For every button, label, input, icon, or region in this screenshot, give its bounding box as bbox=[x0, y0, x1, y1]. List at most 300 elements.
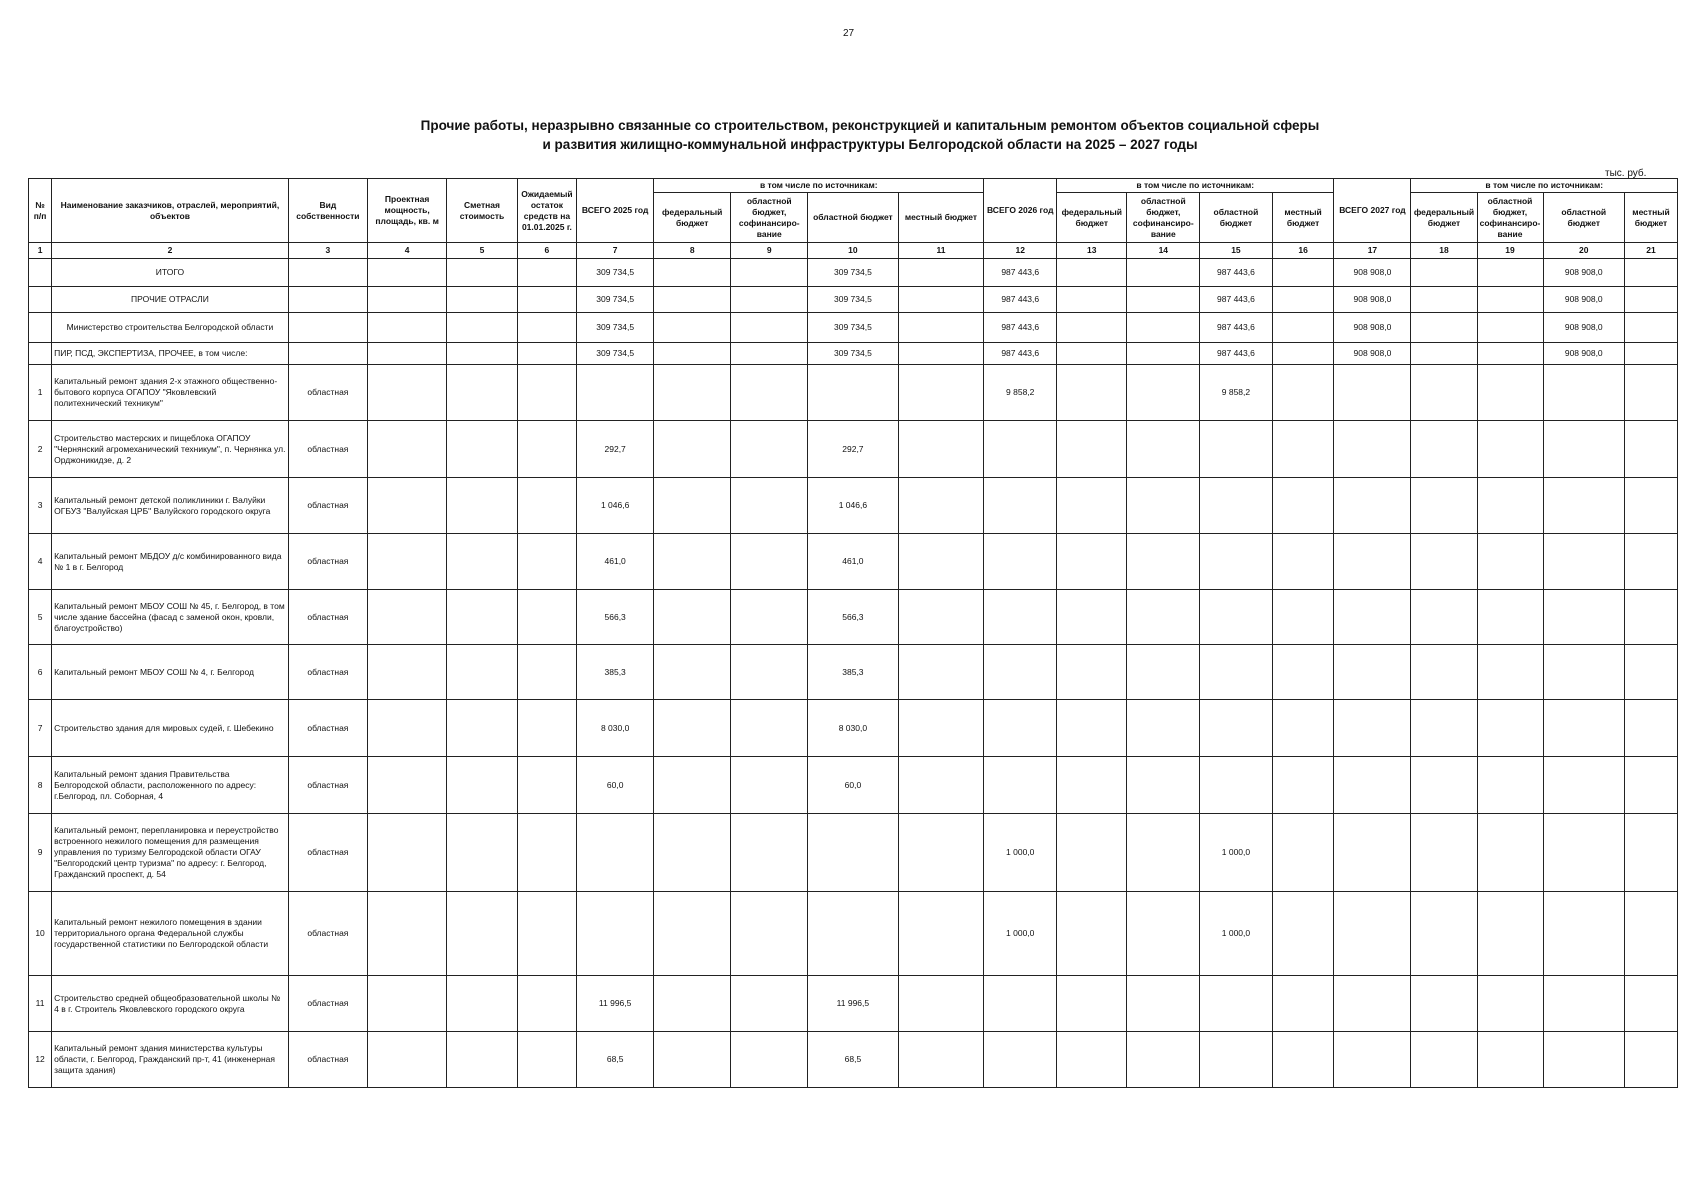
table-cell bbox=[1411, 892, 1477, 976]
table-cell bbox=[368, 421, 447, 478]
table-cell bbox=[1411, 478, 1477, 534]
total-2025: 566,3 bbox=[577, 590, 654, 645]
header-balance: Ожидаемый остаток средств на 01.01.2025 г. bbox=[517, 179, 576, 243]
table-cell bbox=[898, 814, 984, 892]
table-row bbox=[29, 700, 1678, 757]
table-cell bbox=[1272, 814, 1334, 892]
table-cell bbox=[898, 700, 984, 757]
total-2026 bbox=[984, 478, 1057, 534]
table-cell bbox=[517, 259, 576, 287]
regional-2027: 908 908,0 bbox=[1543, 259, 1624, 287]
table-cell bbox=[898, 478, 984, 534]
table-cell bbox=[1477, 1032, 1543, 1088]
table-cell bbox=[288, 259, 367, 287]
table-cell bbox=[1127, 590, 1200, 645]
table-cell bbox=[1272, 700, 1334, 757]
table-cell bbox=[1624, 976, 1677, 1032]
table-cell bbox=[1057, 645, 1127, 700]
total-2026: 987 443,6 bbox=[984, 343, 1057, 365]
col-number: 11 bbox=[898, 243, 984, 259]
header-local: местный бюджет bbox=[898, 193, 984, 243]
table-cell bbox=[654, 478, 731, 534]
table-cell bbox=[1057, 590, 1127, 645]
table-cell bbox=[368, 478, 447, 534]
table-row bbox=[29, 892, 1678, 976]
row-number: 12 bbox=[29, 1032, 52, 1088]
table-cell bbox=[1411, 590, 1477, 645]
regional-2026 bbox=[1200, 645, 1273, 700]
table-cell bbox=[1272, 365, 1334, 421]
summary-row bbox=[29, 313, 1678, 343]
table-cell bbox=[1624, 287, 1677, 313]
table-cell bbox=[517, 892, 576, 976]
table-row bbox=[29, 976, 1678, 1032]
table-cell bbox=[1272, 757, 1334, 814]
table-cell bbox=[1127, 343, 1200, 365]
table-cell bbox=[654, 365, 731, 421]
total-2027: 908 908,0 bbox=[1334, 313, 1411, 343]
ownership: областная bbox=[288, 365, 367, 421]
table-cell bbox=[898, 645, 984, 700]
table-cell bbox=[1411, 814, 1477, 892]
table-cell bbox=[517, 757, 576, 814]
table-cell bbox=[1057, 1032, 1127, 1088]
table-cell bbox=[517, 534, 576, 590]
table-row bbox=[29, 814, 1678, 892]
table-cell bbox=[1057, 534, 1127, 590]
table-cell bbox=[1543, 1032, 1624, 1088]
table-cell bbox=[1057, 478, 1127, 534]
summary-rows bbox=[29, 259, 1678, 365]
table-cell bbox=[1543, 534, 1624, 590]
table-cell bbox=[368, 976, 447, 1032]
table-cell bbox=[368, 700, 447, 757]
table-cell bbox=[288, 313, 367, 343]
table-cell bbox=[654, 313, 731, 343]
table-cell bbox=[1057, 814, 1127, 892]
page-number: 27 bbox=[842, 28, 855, 39]
col-number: 4 bbox=[368, 243, 447, 259]
total-2025 bbox=[577, 814, 654, 892]
table-row bbox=[29, 757, 1678, 814]
table-cell bbox=[1334, 1032, 1411, 1088]
table-cell bbox=[1543, 700, 1624, 757]
table-cell bbox=[1272, 287, 1334, 313]
table-row bbox=[29, 421, 1678, 478]
table-cell bbox=[1272, 343, 1334, 365]
table-cell bbox=[1272, 478, 1334, 534]
table-cell bbox=[1057, 892, 1127, 976]
object-name: Капитальный ремонт здания Правительства Белгородской области, расположенного по адресу: г.Белгород, пл. Соборная, 4 bbox=[52, 757, 289, 814]
row-number: 6 bbox=[29, 645, 52, 700]
table-cell bbox=[1272, 259, 1334, 287]
table-cell bbox=[1127, 259, 1200, 287]
regional-2027: 908 908,0 bbox=[1543, 287, 1624, 313]
table-cell bbox=[1477, 259, 1543, 287]
regional-2025 bbox=[808, 892, 898, 976]
table-cell bbox=[1543, 365, 1624, 421]
table-cell bbox=[654, 892, 731, 976]
ownership: областная bbox=[288, 700, 367, 757]
table-cell bbox=[517, 343, 576, 365]
table-cell bbox=[898, 421, 984, 478]
col-number: 19 bbox=[1477, 243, 1543, 259]
table-cell bbox=[288, 343, 367, 365]
table-cell bbox=[1411, 976, 1477, 1032]
header-regional-cofin: областной бюджет, софинансиро-вание bbox=[731, 193, 808, 243]
regional-2025: 11 996,5 bbox=[808, 976, 898, 1032]
table-cell bbox=[1127, 478, 1200, 534]
table-cell bbox=[1127, 814, 1200, 892]
object-name: Капитальный ремонт детской поликлиники г. Валуйки ОГБУЗ "Валуйская ЦРБ" Валуйского городского округа bbox=[52, 478, 289, 534]
object-name: Капитальный ремонт здания министерства культуры области, г. Белгород, Гражданский пр-т, 41 (инженерная защита здания) bbox=[52, 1032, 289, 1088]
header-total-2025: ВСЕГО 2025 год bbox=[577, 179, 654, 243]
table-cell bbox=[1477, 287, 1543, 313]
table-cell bbox=[447, 814, 517, 892]
table-cell bbox=[1127, 976, 1200, 1032]
table-row bbox=[29, 645, 1678, 700]
ownership: областная bbox=[288, 645, 367, 700]
table-cell bbox=[1477, 421, 1543, 478]
table-cell bbox=[654, 757, 731, 814]
table-cell bbox=[368, 287, 447, 313]
object-name: Капитальный ремонт МБОУ СОШ № 4, г. Белгород bbox=[52, 645, 289, 700]
table-cell bbox=[447, 287, 517, 313]
table-cell bbox=[1411, 365, 1477, 421]
summary-row bbox=[29, 343, 1678, 365]
table-cell bbox=[731, 645, 808, 700]
total-2025: 309 734,5 bbox=[577, 287, 654, 313]
regional-2025 bbox=[808, 814, 898, 892]
table-cell bbox=[1127, 757, 1200, 814]
total-2025: 60,0 bbox=[577, 757, 654, 814]
total-2026: 1 000,0 bbox=[984, 814, 1057, 892]
table-cell bbox=[1057, 365, 1127, 421]
table-cell bbox=[1057, 757, 1127, 814]
table-cell bbox=[654, 700, 731, 757]
header-total-2027: ВСЕГО 2027 год bbox=[1334, 179, 1411, 243]
regional-2026: 1 000,0 bbox=[1200, 814, 1273, 892]
header-capacity: Проектная мощность, площадь, кв. м bbox=[368, 179, 447, 243]
header-sources-2025: в том числе по источникам: bbox=[654, 179, 984, 193]
total-2026 bbox=[984, 421, 1057, 478]
total-2026: 987 443,6 bbox=[984, 259, 1057, 287]
regional-2027: 908 908,0 bbox=[1543, 313, 1624, 343]
col-number: 2 bbox=[52, 243, 289, 259]
table-cell bbox=[368, 343, 447, 365]
row-number: 4 bbox=[29, 534, 52, 590]
table-cell bbox=[898, 534, 984, 590]
table-cell bbox=[1624, 645, 1677, 700]
col-number: 5 bbox=[447, 243, 517, 259]
table-cell bbox=[447, 757, 517, 814]
table-cell bbox=[731, 534, 808, 590]
table-cell bbox=[898, 1032, 984, 1088]
table-cell bbox=[654, 421, 731, 478]
table-cell bbox=[1334, 365, 1411, 421]
ownership: областная bbox=[288, 534, 367, 590]
table-cell bbox=[898, 590, 984, 645]
table-cell bbox=[1477, 700, 1543, 757]
table-cell bbox=[1624, 892, 1677, 976]
regional-2026 bbox=[1200, 1032, 1273, 1088]
ownership: областная bbox=[288, 421, 367, 478]
header-sources-2027: в том числе по источникам: bbox=[1411, 179, 1678, 193]
table-cell bbox=[1411, 534, 1477, 590]
table-cell bbox=[1624, 259, 1677, 287]
table-row bbox=[29, 478, 1678, 534]
units-label: тыс. руб. bbox=[1605, 168, 1647, 179]
ownership: областная bbox=[288, 590, 367, 645]
table-cell bbox=[1411, 421, 1477, 478]
table-cell bbox=[1477, 313, 1543, 343]
table-cell bbox=[1624, 365, 1677, 421]
table-cell bbox=[898, 313, 984, 343]
regional-2026 bbox=[1200, 534, 1273, 590]
table-cell bbox=[1057, 700, 1127, 757]
total-2025: 461,0 bbox=[577, 534, 654, 590]
table-cell bbox=[1477, 343, 1543, 365]
table-cell bbox=[1411, 700, 1477, 757]
table-cell bbox=[654, 259, 731, 287]
table-cell bbox=[368, 534, 447, 590]
table-cell bbox=[1543, 478, 1624, 534]
row-number: 2 bbox=[29, 421, 52, 478]
object-name: Капитальный ремонт здания 2-х этажного общественно-бытового корпуса ОГАПОУ "Яковлевский политехнический техникум" bbox=[52, 365, 289, 421]
table-cell bbox=[1334, 700, 1411, 757]
col-number: 16 bbox=[1272, 243, 1334, 259]
table-cell bbox=[368, 259, 447, 287]
row-number: 10 bbox=[29, 892, 52, 976]
regional-2026 bbox=[1200, 700, 1273, 757]
table-cell bbox=[1477, 757, 1543, 814]
table-cell bbox=[517, 976, 576, 1032]
object-name: Строительство средней общеобразовательной школы № 4 в г. Строитель Яковлевского городского округа bbox=[52, 976, 289, 1032]
table-cell bbox=[447, 421, 517, 478]
table-cell bbox=[517, 365, 576, 421]
regional-2025 bbox=[808, 365, 898, 421]
table-cell bbox=[1543, 976, 1624, 1032]
table-cell bbox=[1624, 478, 1677, 534]
col-number: 20 bbox=[1543, 243, 1624, 259]
table-cell bbox=[1334, 757, 1411, 814]
row-number: 5 bbox=[29, 590, 52, 645]
table-cell bbox=[1477, 534, 1543, 590]
regional-2025: 292,7 bbox=[808, 421, 898, 478]
table-cell bbox=[731, 313, 808, 343]
col-number: 6 bbox=[517, 243, 576, 259]
table-cell bbox=[29, 259, 52, 287]
header-total-2026: ВСЕГО 2026 год bbox=[984, 179, 1057, 243]
table-cell bbox=[447, 259, 517, 287]
object-name: Капитальный ремонт МБДОУ д/с комбинированного вида № 1 в г. Белгород bbox=[52, 534, 289, 590]
row-name: ПИР, ПСД, ЭКСПЕРТИЗА, ПРОЧЕЕ, в том числе: bbox=[52, 343, 289, 365]
regional-2026 bbox=[1200, 757, 1273, 814]
col-number: 9 bbox=[731, 243, 808, 259]
regional-2026 bbox=[1200, 976, 1273, 1032]
table-cell bbox=[654, 976, 731, 1032]
total-2026: 987 443,6 bbox=[984, 287, 1057, 313]
total-2026 bbox=[984, 590, 1057, 645]
table-cell bbox=[898, 287, 984, 313]
table-cell bbox=[1477, 590, 1543, 645]
ownership: областная bbox=[288, 478, 367, 534]
ownership: областная bbox=[288, 976, 367, 1032]
total-2026 bbox=[984, 757, 1057, 814]
table-cell bbox=[288, 287, 367, 313]
table-cell bbox=[447, 313, 517, 343]
total-2025: 68,5 bbox=[577, 1032, 654, 1088]
table-cell bbox=[447, 892, 517, 976]
table-cell bbox=[1477, 814, 1543, 892]
table-cell bbox=[368, 1032, 447, 1088]
regional-2025: 8 030,0 bbox=[808, 700, 898, 757]
object-name: Строительство мастерских и пищеблока ОГАПОУ "Чернянский агромеханический техникум", п. Чернянка ул. Орджоникидзе, д. 2 bbox=[52, 421, 289, 478]
table-cell bbox=[517, 814, 576, 892]
header-regional: областной бюджет bbox=[1543, 193, 1624, 243]
table-cell bbox=[1127, 892, 1200, 976]
table-cell bbox=[1127, 700, 1200, 757]
table-cell bbox=[1272, 976, 1334, 1032]
table-cell bbox=[1411, 645, 1477, 700]
total-2025: 8 030,0 bbox=[577, 700, 654, 757]
table-cell bbox=[1543, 892, 1624, 976]
total-2026 bbox=[984, 1032, 1057, 1088]
table-cell bbox=[1127, 287, 1200, 313]
table-cell bbox=[1127, 645, 1200, 700]
table-cell bbox=[731, 814, 808, 892]
table-cell bbox=[654, 590, 731, 645]
title-line-1: Прочие работы, неразрывно связанные со строительством, реконструкцией и капитальным ремонтом объектов социальной сферы bbox=[420, 118, 1320, 133]
table-cell bbox=[447, 365, 517, 421]
header-regional: областной бюджет bbox=[1200, 193, 1273, 243]
total-2025: 309 734,5 bbox=[577, 259, 654, 287]
regional-2025: 461,0 bbox=[808, 534, 898, 590]
col-number: 12 bbox=[984, 243, 1057, 259]
col-number: 3 bbox=[288, 243, 367, 259]
regional-2026 bbox=[1200, 421, 1273, 478]
regional-2025: 309 734,5 bbox=[808, 259, 898, 287]
table-cell bbox=[1127, 421, 1200, 478]
table-cell bbox=[1272, 892, 1334, 976]
table-cell bbox=[1127, 313, 1200, 343]
table-row bbox=[29, 534, 1678, 590]
table-cell bbox=[731, 976, 808, 1032]
table-cell bbox=[517, 590, 576, 645]
header-num: № п/п bbox=[29, 179, 52, 243]
total-2026: 1 000,0 bbox=[984, 892, 1057, 976]
table-cell bbox=[731, 365, 808, 421]
budget-table bbox=[28, 178, 1678, 1088]
table-cell bbox=[1272, 313, 1334, 343]
header-estimate: Сметная стоимость bbox=[447, 179, 517, 243]
table-cell bbox=[1543, 590, 1624, 645]
table-cell bbox=[1624, 700, 1677, 757]
header-federal: федеральный бюджет bbox=[1411, 193, 1477, 243]
table-cell bbox=[898, 892, 984, 976]
regional-2025: 309 734,5 bbox=[808, 287, 898, 313]
table-cell bbox=[1057, 313, 1127, 343]
ownership: областная bbox=[288, 892, 367, 976]
row-number: 9 bbox=[29, 814, 52, 892]
total-2025: 385,3 bbox=[577, 645, 654, 700]
table-cell bbox=[1624, 421, 1677, 478]
table-cell bbox=[654, 645, 731, 700]
row-number: 3 bbox=[29, 478, 52, 534]
table-cell bbox=[517, 287, 576, 313]
table-cell bbox=[731, 1032, 808, 1088]
regional-2027: 908 908,0 bbox=[1543, 343, 1624, 365]
total-2025: 292,7 bbox=[577, 421, 654, 478]
col-number: 8 bbox=[654, 243, 731, 259]
table-cell bbox=[517, 478, 576, 534]
table-cell bbox=[1624, 343, 1677, 365]
table-cell bbox=[447, 478, 517, 534]
table-cell bbox=[447, 1032, 517, 1088]
total-2025 bbox=[577, 892, 654, 976]
total-2025: 11 996,5 bbox=[577, 976, 654, 1032]
table-cell bbox=[447, 976, 517, 1032]
table-cell bbox=[898, 343, 984, 365]
table-cell bbox=[447, 343, 517, 365]
table-cell bbox=[1127, 534, 1200, 590]
regional-2026 bbox=[1200, 478, 1273, 534]
table-cell bbox=[1334, 645, 1411, 700]
table-cell bbox=[1477, 645, 1543, 700]
object-rows bbox=[29, 365, 1678, 1088]
row-number: 11 bbox=[29, 976, 52, 1032]
header-ownership: Вид собственности bbox=[288, 179, 367, 243]
regional-2026: 987 443,6 bbox=[1200, 259, 1273, 287]
header-federal: федеральный бюджет bbox=[1057, 193, 1127, 243]
regional-2025: 60,0 bbox=[808, 757, 898, 814]
total-2026 bbox=[984, 976, 1057, 1032]
table-cell bbox=[368, 313, 447, 343]
header-name: Наименование заказчиков, отраслей, мероприятий, объектов bbox=[52, 179, 289, 243]
regional-2025: 309 734,5 bbox=[808, 313, 898, 343]
table-cell bbox=[654, 1032, 731, 1088]
table-cell bbox=[1411, 287, 1477, 313]
total-2027: 908 908,0 bbox=[1334, 259, 1411, 287]
table-cell bbox=[1411, 343, 1477, 365]
row-number: 7 bbox=[29, 700, 52, 757]
table-cell bbox=[731, 757, 808, 814]
object-name: Капитальный ремонт МБОУ СОШ № 45, г. Белгород, в том числе здание бассейна (фасад с заменой окон, кровли, благоустройство) bbox=[52, 590, 289, 645]
table-cell bbox=[517, 313, 576, 343]
table-cell bbox=[1272, 534, 1334, 590]
document-title bbox=[0, 116, 1697, 154]
total-2025: 1 046,6 bbox=[577, 478, 654, 534]
table-cell bbox=[517, 1032, 576, 1088]
object-name: Строительство здания для мировых судей, г. Шебекино bbox=[52, 700, 289, 757]
row-number: 8 bbox=[29, 757, 52, 814]
row-name: ИТОГО bbox=[52, 259, 289, 287]
table-cell bbox=[1624, 590, 1677, 645]
table-cell bbox=[898, 976, 984, 1032]
table-cell bbox=[29, 313, 52, 343]
table-row bbox=[29, 365, 1678, 421]
total-2025: 309 734,5 bbox=[577, 313, 654, 343]
table-cell bbox=[654, 814, 731, 892]
table-cell bbox=[368, 590, 447, 645]
object-name: Капитальный ремонт нежилого помещения в здании территориального органа Федеральной службы государственной статистики по Белгородской области bbox=[52, 892, 289, 976]
col-number: 1 bbox=[29, 243, 52, 259]
table-cell bbox=[1334, 534, 1411, 590]
table-cell bbox=[1334, 590, 1411, 645]
table-cell bbox=[731, 259, 808, 287]
table-cell bbox=[517, 700, 576, 757]
regional-2026: 9 858,2 bbox=[1200, 365, 1273, 421]
